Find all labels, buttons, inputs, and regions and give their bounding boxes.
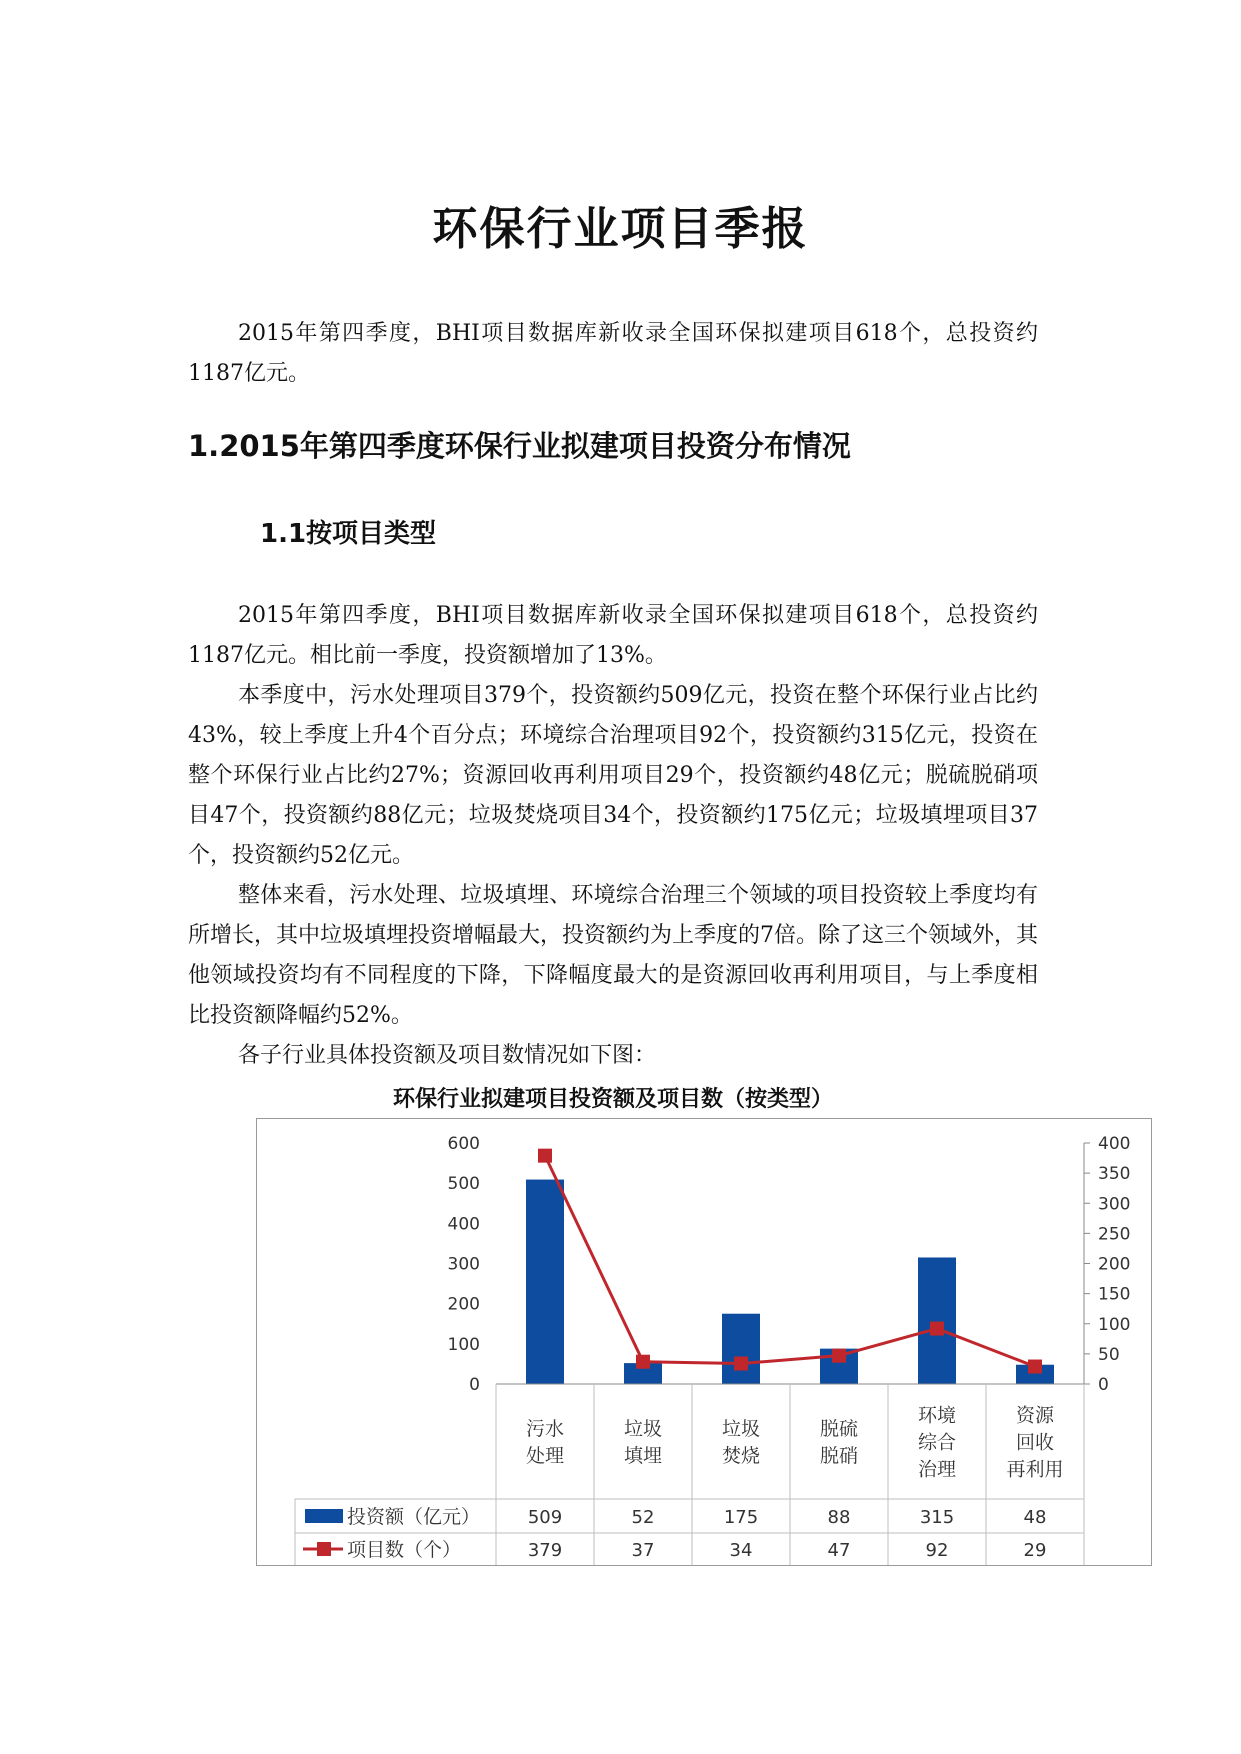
x-category-label: 焚烧 (721, 1445, 761, 1467)
x-category-label: 再利用 (1006, 1458, 1064, 1481)
table-value-project-count: 37 (631, 1540, 655, 1561)
x-category-label: 回收 (1015, 1431, 1055, 1454)
y-left-tick-label: 600 (447, 1134, 480, 1154)
marker-project-count (930, 1322, 944, 1336)
x-category-label: 综合 (917, 1431, 957, 1454)
marker-project-count (832, 1349, 846, 1363)
y-left-tick-label: 400 (447, 1214, 480, 1235)
y-right-tick-label: 200 (1098, 1254, 1131, 1275)
legend-marker-project-count (317, 1542, 331, 1556)
x-category-label: 污水 (525, 1418, 565, 1440)
y-left-tick-label: 100 (447, 1334, 480, 1355)
table-value-investment: 315 (919, 1507, 955, 1528)
table-value-project-count: 47 (827, 1540, 851, 1561)
marker-project-count (734, 1357, 748, 1371)
marker-project-count (1028, 1360, 1042, 1374)
y-right-tick-label: 300 (1098, 1194, 1131, 1215)
table-value-investment: 52 (631, 1507, 655, 1528)
y-right-tick-label: 400 (1098, 1134, 1131, 1154)
table-value-investment: 48 (1023, 1507, 1047, 1528)
legend-label-investment: 投资额（亿元） (347, 1506, 481, 1528)
chart-container (256, 1118, 1152, 1566)
paragraph-chart-intro: 各子行业具体投资额及项目数情况如下图： (238, 1043, 657, 1068)
intro-paragraph: 2015年第四季度，BHI项目数据库新收录全国环保拟建项目618个，总投资约1187亿元。 (188, 321, 1038, 386)
paragraph-breakdown: 本季度中，污水处理项目379个，投资额约509亿元，投资在整个环保行业占比约43%，较上季度上升4个百分点；环境综合治理项目92个，投资额约315亿元，投资在整个环保行业占比约27%；资源回收再利用项目29个，投资额约48亿元；脱硫脱硝项目47个，投资额约88亿元；垃圾焚烧项目34个，投资额约175亿元；垃圾填埋项目37个，投资额约52亿元。 (188, 683, 1038, 868)
table-value-investment: 175 (723, 1507, 759, 1528)
x-category-label: 处理 (525, 1445, 565, 1467)
table-value-project-count: 379 (527, 1540, 563, 1561)
line-project-count (545, 1156, 1035, 1367)
x-category-label: 环境 (917, 1404, 957, 1427)
y-left-tick-label: 200 (447, 1294, 480, 1315)
section-heading-1: 1.2015年第四季度环保行业拟建项目投资分布情况 (188, 429, 851, 463)
document-title: 环保行业项目季报 (432, 202, 809, 255)
y-right-tick-label: 350 (1098, 1164, 1131, 1185)
bar-investment (722, 1314, 760, 1384)
x-category-label: 脱硝 (819, 1445, 859, 1467)
marker-project-count (538, 1149, 552, 1163)
y-right-tick-label: 250 (1098, 1224, 1131, 1245)
y-right-tick-label: 150 (1098, 1284, 1131, 1305)
y-left-tick-label: 0 (469, 1375, 480, 1395)
bar-investment (918, 1257, 956, 1384)
legend-label-project-count: 项目数（个） (347, 1539, 462, 1561)
table-value-project-count: 34 (729, 1540, 753, 1561)
x-category-label: 资源 (1015, 1404, 1055, 1427)
table-value-investment: 509 (527, 1507, 563, 1528)
table-value-project-count: 29 (1023, 1540, 1047, 1561)
chart-title: 环保行业拟建项目投资额及项目数（按类型） (392, 1087, 833, 1112)
y-left-tick-label: 300 (447, 1254, 480, 1275)
legend-key-investment (305, 1509, 343, 1523)
marker-project-count (636, 1355, 650, 1369)
x-category-label: 填埋 (623, 1445, 663, 1467)
y-right-tick-label: 50 (1098, 1344, 1120, 1365)
bar-investment (526, 1180, 564, 1384)
x-category-label: 脱硫 (819, 1418, 859, 1440)
x-category-label: 治理 (917, 1458, 957, 1481)
paragraph-overview: 2015年第四季度，BHI项目数据库新收录全国环保拟建项目618个，总投资约1187亿元。相比前一季度，投资额增加了13%。 (188, 603, 1038, 668)
paragraph-trend: 整体来看，污水处理、垃圾填埋、环境综合治理三个领域的项目投资较上季度均有所增长，其中垃圾填埋投资增幅最大，投资额约为上季度的7倍。除了这三个领域外，其他领域投资均有不同程度的下降，下降幅度最大的是资源回收再利用项目，与上季度相比投资额降幅约52%。 (188, 883, 1038, 1028)
y-right-tick-label: 0 (1098, 1375, 1109, 1395)
x-category-label: 垃圾 (623, 1418, 663, 1440)
table-value-investment: 88 (827, 1507, 851, 1528)
combo-chart (257, 1119, 1151, 1565)
section-heading-1-1: 1.1按项目类型 (260, 519, 437, 549)
y-right-tick-label: 100 (1098, 1314, 1131, 1335)
y-left-tick-label: 500 (447, 1174, 480, 1195)
x-category-label: 垃圾 (721, 1418, 761, 1440)
table-value-project-count: 92 (925, 1540, 949, 1561)
